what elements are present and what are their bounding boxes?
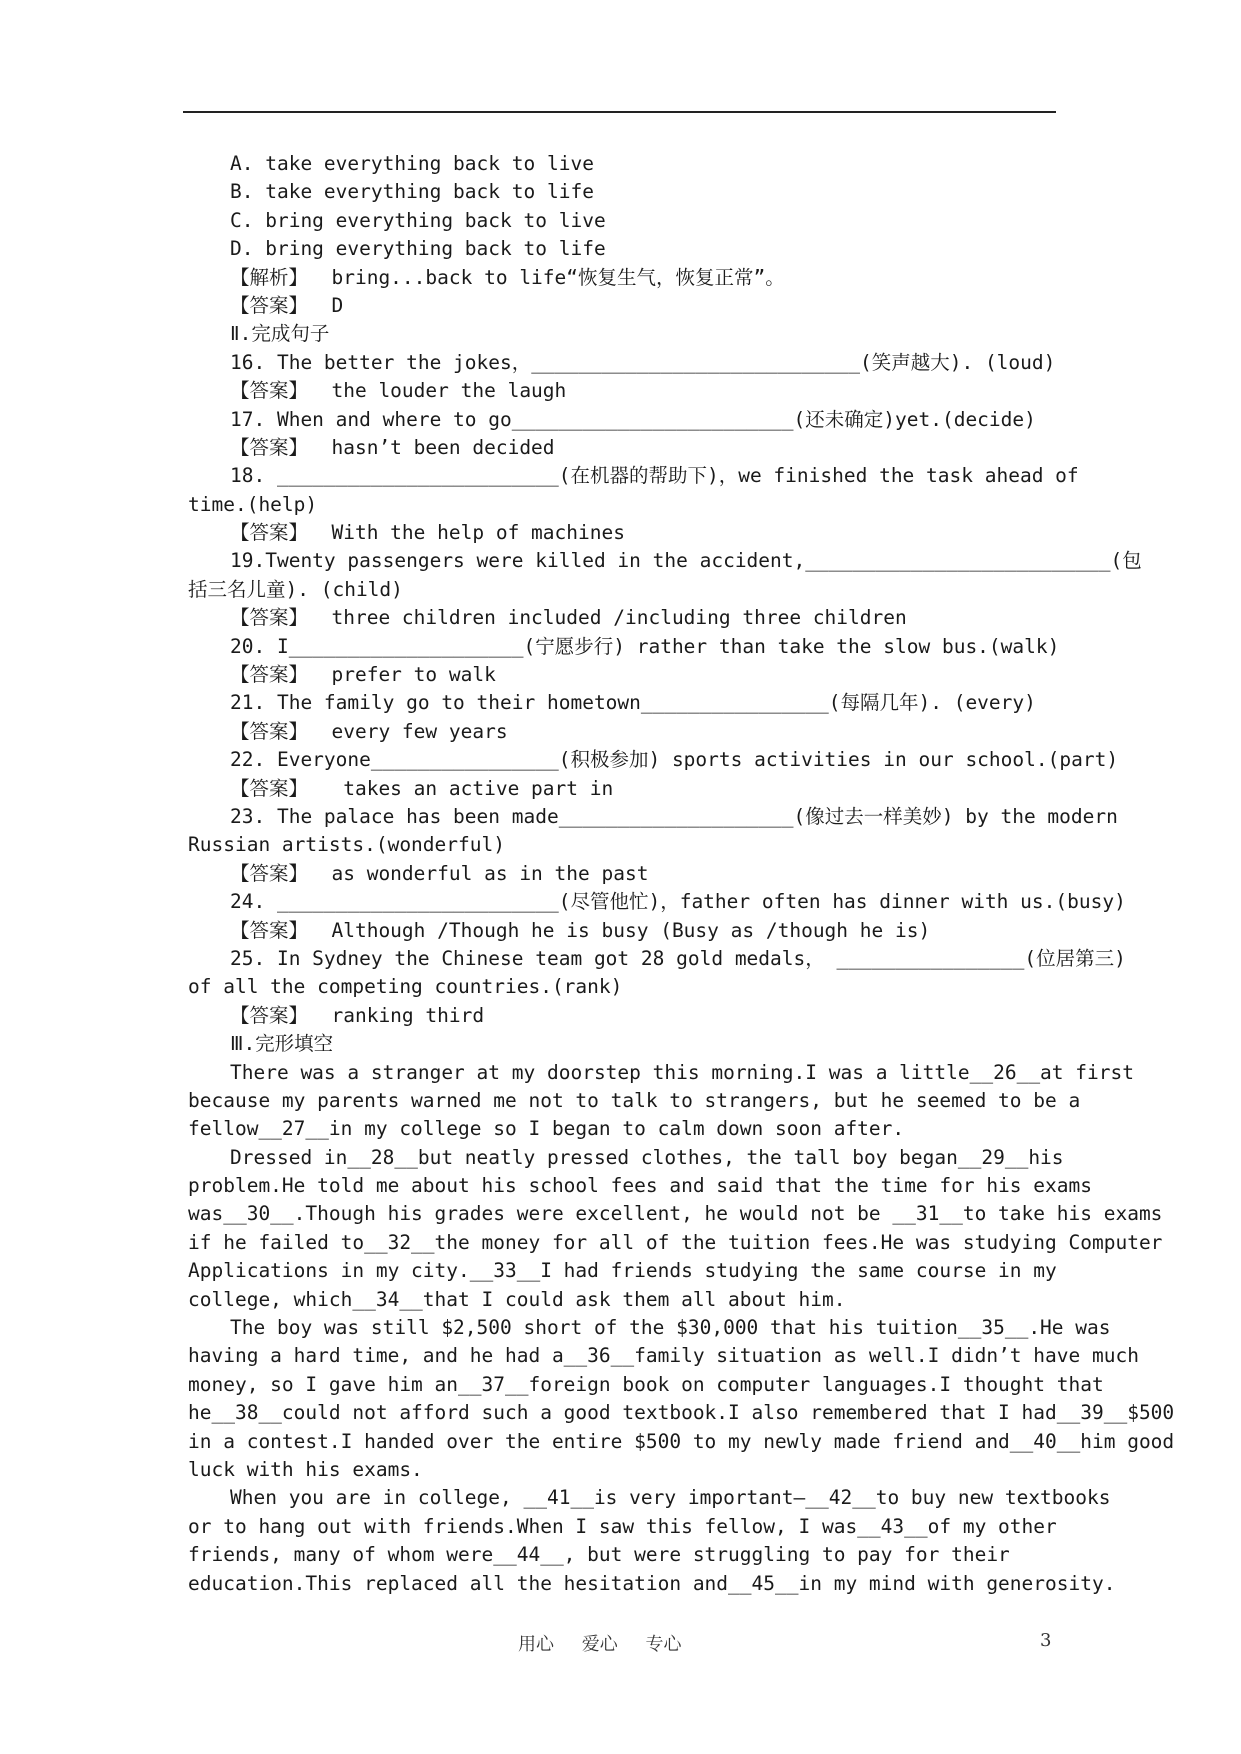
text-line: Russian artists.(wonderful)	[188, 833, 505, 857]
text-line: 【答案】 hasn’t been decided	[230, 435, 555, 459]
text-line: When you are in college, __41__is very important—__42__to buy new textbooks	[230, 1486, 1111, 1510]
text-line: B. take everything back to life	[230, 180, 594, 204]
text-line: 19.Twenty passengers were killed in the accident,__________________________(包	[230, 549, 1142, 573]
text-line: There was a stranger at my doorstep this morning.I was a little__26__at first	[230, 1060, 1134, 1084]
text-line: 16. The better the jokes，____________________________(笑声越大). (loud)	[230, 350, 1056, 374]
page-content	[188, 150, 1175, 1598]
text-line: 23. The palace has been made____________________(像过去一样美妙) by the modern	[230, 804, 1118, 828]
text-line: 25. In Sydney the Chinese team got 28 gold medals， ________________(位居第三)	[230, 946, 1126, 970]
text-line: 【答案】 ranking third	[230, 1003, 485, 1027]
page-number: 3	[1040, 1630, 1052, 1651]
text-line: or to hang out with friends.When I saw this fellow, I was__43__of my other	[188, 1514, 1057, 1538]
text-line: Applications in my city.__33__I had friends studying the same course in my	[188, 1259, 1057, 1283]
text-line: was__30__.Though his grades were excellent, he would not be __31__to take his exams	[188, 1202, 1163, 1226]
text-line: 22. Everyone________________(积极参加) sports activities in our school.(part)	[230, 748, 1119, 772]
text-line: 17. When and where to go________________________(还未确定)yet.(decide)	[230, 407, 1036, 431]
text-line: luck with his exams.	[188, 1457, 423, 1481]
text-line: A. take everything back to live	[230, 152, 594, 175]
text-line: problem.He told me about his school fees and said that the time for his exams	[188, 1174, 1092, 1198]
text-line: friends, many of whom were__44__, but were struggling to pay for their	[188, 1543, 1010, 1567]
text-line: he__38__could not afford such a good textbook.I also remembered that I had__39__$500	[188, 1401, 1175, 1425]
text-line: having a hard time, and he had a__36__family situation as well.I didn’t have much	[188, 1344, 1139, 1368]
text-line: 【答案】 Although /Though he is busy (Busy as /though he is)	[230, 918, 931, 942]
text-line: Ⅱ.完成句子	[230, 322, 330, 346]
text-line: 【答案】 the louder the laugh	[230, 379, 567, 403]
text-line: 18. ________________________(在机器的帮助下)，we finished the task ahead of	[230, 464, 1079, 488]
text-line: Ⅲ.完形填空	[230, 1032, 334, 1056]
text-line: 21. The family go to their hometown________________(每隔几年). (every)	[230, 691, 1036, 715]
text-line: 【答案】 With the help of machines	[230, 521, 625, 545]
text-line: 24. ________________________(尽管他忙)，father often has dinner with us.(busy)	[230, 890, 1126, 914]
text-line: 【答案】 D	[230, 293, 344, 317]
text-line: time.(help)	[188, 492, 318, 516]
text-line: 【答案】 three children included /including three children	[230, 606, 907, 630]
text-line: education.This replaced all the hesitation and__45__in my mind with generosity.	[188, 1571, 1116, 1595]
footer-motto: 用心 爱心 专心	[518, 1634, 682, 1655]
text-line: 20. I____________________(宁愿步行) rather than take the slow bus.(walk)	[230, 634, 1060, 658]
text-line: of all the competing countries.(rank)	[188, 975, 623, 999]
text-line: 【答案】 as wonderful as in the past	[230, 861, 649, 885]
text-line: college, which__34__that I could ask them all about him.	[188, 1287, 846, 1311]
text-line: 括三名儿童). (child)	[188, 577, 403, 601]
text-line: because my parents warned me not to talk to strangers, but he seemed to be a	[188, 1088, 1081, 1112]
text-line: if he failed to__32__the money for all of the tuition fees.He was studying Computer	[188, 1230, 1163, 1254]
text-line: fellow__27__in my college so I began to calm down soon after.	[188, 1117, 905, 1141]
text-line: 【答案】 takes an active part in	[230, 776, 614, 800]
text-line: in a contest.I handed over the entire $500 to my newly made friend and__40__him good	[188, 1429, 1175, 1453]
text-line: The boy was still $2,500 short of the $30,000 that his tuition__35__.He was	[230, 1316, 1111, 1340]
text-line: 【答案】 prefer to walk	[230, 663, 496, 687]
text-line: C. bring everything back to live	[230, 208, 606, 232]
header-rule	[183, 111, 1056, 113]
text-line: D. bring everything back to life	[230, 237, 606, 261]
text-line: money, so I gave him an__37__foreign book on computer languages.I thought that	[188, 1372, 1104, 1396]
text-line: 【答案】 every few years	[230, 719, 508, 743]
text-line: 【解析】 bring...back to life“恢复生气，恢复正常”。	[230, 265, 785, 289]
text-line: Dressed in__28__but neatly pressed clothes, the tall boy began__29__his	[230, 1145, 1064, 1169]
